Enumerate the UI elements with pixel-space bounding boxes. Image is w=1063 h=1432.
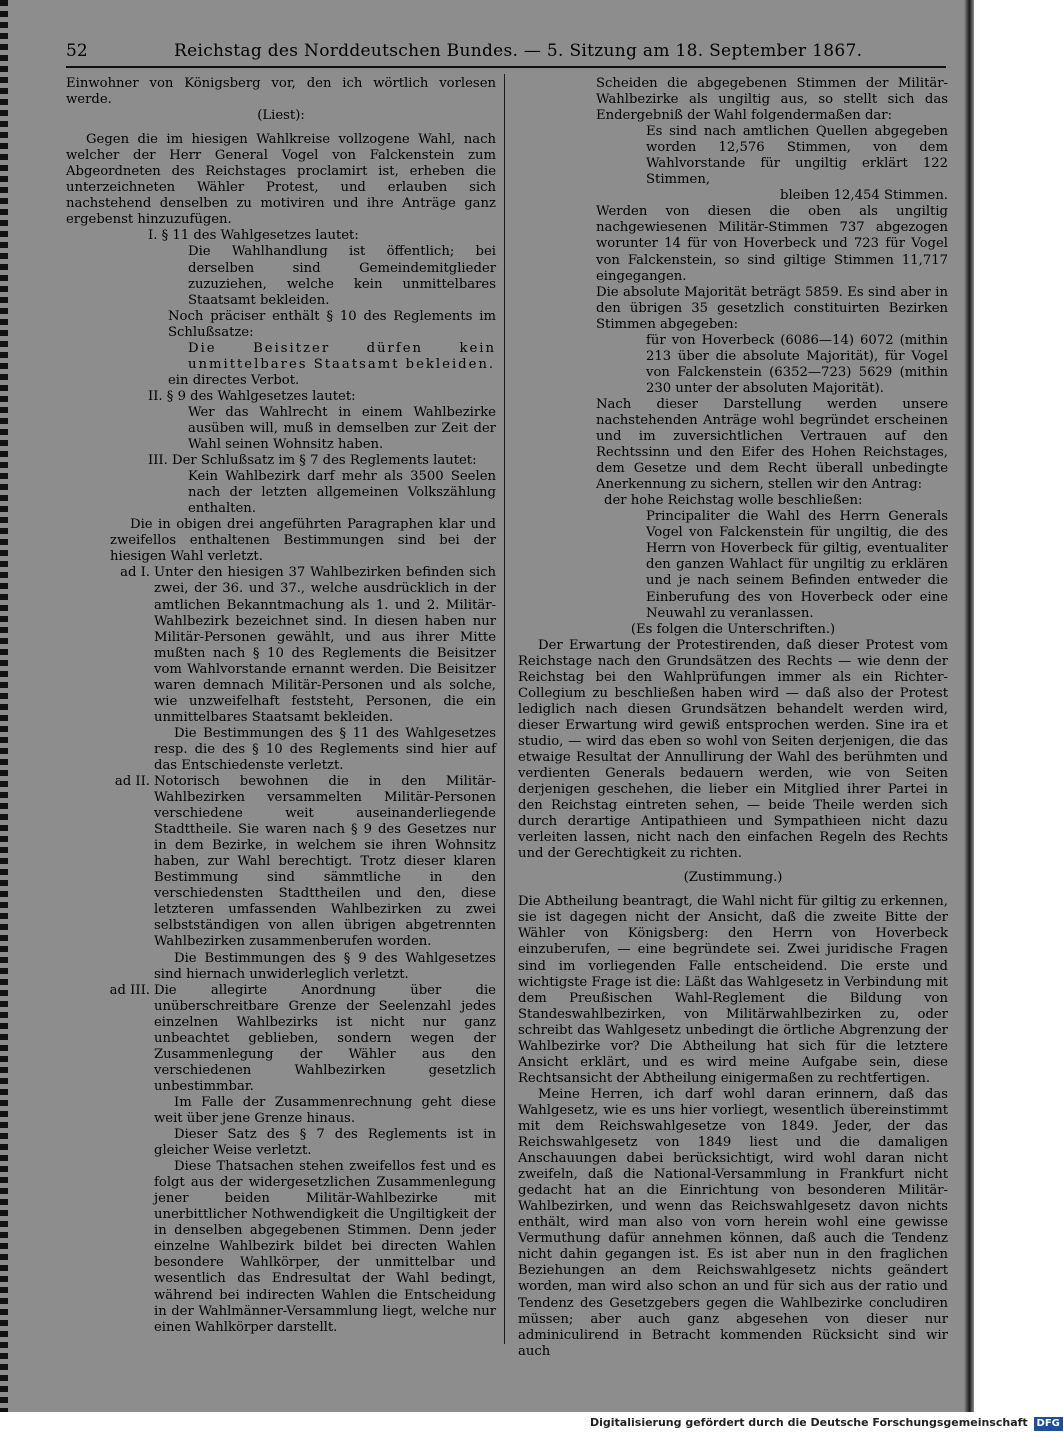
paragraph: Die absolute Majorität beträgt 5859. Es sind aber in den übrigen 35 gesetzlich constituirten Bezirken Stimmen abgegeben:	[596, 284, 948, 332]
ad-text: Die Bestimmungen des § 11 des Wahlgesetzes resp. die des § 10 des Reglements sind hier auf das Entschiedenste verletzt.	[154, 725, 496, 773]
paragraph: Nach dieser Darstellung werden unsere nachstehenden Anträge wohl begründet erscheinen und im zuversichtlichen Vertrauen auf den Rechtssinn und den Eifer des Hohen Reichstages, dem Gesetze und dem Recht überall unbedingte Anerkennung zu sichern, stellen wir den Antrag:	[596, 396, 948, 493]
paragraph: Die in obigen drei angeführten Paragraphen klar und zweifellos enthaltenen Bestimmungen sind bei der hiesigen Wahl verletzt.	[110, 517, 496, 565]
section-heading: III. Der Schlußsatz im § 7 des Reglements lautet:	[148, 453, 477, 469]
page-number: 52	[66, 41, 88, 61]
ad-text: Notorisch bewohnen die in den Militär-Wahlbezirken versammelten Militär-Personen verschiedene weit auseinanderliegende Stadttheile. Sie waren nach § 9 des Gesetzes nur in dem Bezirke, in welchem sie ihren Wohnsitz haben, zur Wahl berechtigt. Trotz dieser klaren Bestimmung sind sämmtliche in den verschiedensten Stadttheilen und den, diese letzteren umfassenden Wahlbezirken zu zwei selbstständigen von allen übrigen abgetrennten Wahlbezirken zusammenberufen worden.	[154, 774, 496, 950]
right-column	[518, 76, 948, 1360]
ad-label: ad III.	[109, 982, 150, 998]
reading-note: (Liest):	[257, 108, 305, 124]
paragraph: Meine Herren, ich darf wohl daran erinnern, daß das Wahlgesetz, wie es uns hier vorliegt, wesentlich übereinstimmt mit dem Reichswahlgesetze von 1849. Jeder, der das Reichswahlgesetz von 1849 liest und die damaligen Anschauungen dabei berücksichtigt, wird wohl daran nicht zweifeln, daß die National-Versammlung in Frankfurt nicht gedacht hat an die Einrichtung von besonderen Militär-Wahlbezirken, und wenn das Reichswahlgesetz davon nichts enthält, wird man also von vorn herein wohl eine gewisse Vermuthung dafür annehmen können, daß auch die Tendenz nicht dahin gegangen ist. Es ist aber nun in den fraglichen Beziehungen an dem Reichswahlgesetz nichts geändert worden, man wird also schon an und für sich aus der ratio und Tendenz des Gesetzgebers gegen die Wahlbezirke concludiren müssen; aber auch ganz abgesehen von dieser nur adminiculirend in Betracht kommenden Rücksicht sind wir auch	[518, 1086, 948, 1359]
paragraph: Die Abtheilung beantragt, die Wahl nicht für giltig zu erkennen, sie ist dagegen nicht der Ansicht, daß die zweite Bitte der Wähler von Königsberg: den Herrn von Hoverbeck einzuberufen, — eine begründete sei. Zwei juridische Fragen sind im vorliegenden Falle entscheidend. Die erste und wichtigste Frage ist die: Läßt das Wahlgesetz in Verbindung mit dem Preußischen Wahl-Reglement die Bildung von Standeswahlbezirken, von Militärwahlbezirken zu, oder schreibt das Wahlgesetz unbedingt die örtliche Abgrenzung der Wahlbezirke vor? Die Abtheilung hat sich für die letztere Ansicht erklärt, und es wird meine Aufgabe sein, diese Rechtsansicht der Abtheilung einigermaßen zu rechtfertigen.	[518, 894, 948, 1086]
ad-text: Die allegirte Anordnung über die unüberschreitbare Grenze der Seelenzahl jedes einzelnen Wahlbezirks ist nicht nur ganz unbeachtet geblieben, sondern wegen der Zusammenlegung der Wähler aus den verschiedenen Wahlbezirken gesetzlich unbestimmbar.	[154, 982, 496, 1094]
paragraph: Gegen die im hiesigen Wahlkreise vollzogene Wahl, nach welcher der Herr General Vogel von Falckenstein zum Abgeordneten des Reichstages proclamirt ist, erheben die unterzeichneten Wähler Protest, und erlauben sich nachstehend denselben zu motiviren und ihre Anträge ganz ergebenst hinzuzufügen.	[66, 132, 496, 228]
credit-text: Digitalisierung gefördert durch die Deutsche Forschungsgemeinschaft	[590, 1416, 1028, 1429]
paragraph: Einwohner von Königsberg vor, den ich wörtlich vorlesen werde.	[66, 76, 496, 108]
vote-total: bleiben 12,454 Stimmen.	[780, 188, 948, 204]
vote-tally: Es sind nach amtlichen Quellen abgegeben worden 12,576 Stimmen, von dem Wahlvorstande für ungiltig erklärt 122 Stimmen,	[646, 124, 948, 188]
section-heading: II. § 9 des Wahlgesetzes lautet:	[148, 388, 356, 404]
quoted-law: Kein Wahlbezirk darf mehr als 3500 Seelen nach der letzten allgemeinen Volkszählung enthalten.	[188, 469, 496, 517]
ad-text: Im Falle der Zusammenrechnung geht diese weit über jene Grenze hinaus.	[154, 1094, 496, 1126]
ad-item	[66, 983, 496, 1336]
ad-text: Die Bestimmungen des § 9 des Wahlgesetzes sind hiernach unwiderleglich verletzt.	[154, 950, 496, 982]
digitization-credit	[590, 1416, 1060, 1431]
section-heading: I. § 11 des Wahlgesetzes lautet:	[148, 228, 359, 244]
paragraph: ein directes Verbot.	[168, 372, 300, 388]
paragraph: Der Erwartung der Protestirenden, daß dieser Protest vom Reichstage nach den Grundsätzen des Rechts — wie denn der Reichstag bei den Wahlprüfungen immer als ein Richter-Collegium zu beschließen haben wird — daß also der Protest lediglich nach diesen Grundsätzen behandelt werden wird, dieser Erwartung wird gewiß entsprochen werden. Sine ira et studio, — wird das eben so wohl von Seiten derjenigen, die das etwaige Resultat der Annullirung der Wahl des berühmten und verdienten Generals bedauern werden, wie von Seiten derjenigen geschehen, die lieber ein Mitglied ihrer Partei in den Reichstag eintreten sehen, — beide Theile werden sich durch derartige Antipathieen und Sympathieen nicht dazu verleiten lassen, nicht nach den einfachen Regeln des Rechts und der Gerechtigkeit zu richten.	[518, 637, 948, 862]
signatures-note: (Es folgen die Unterschriften.)	[630, 621, 836, 637]
running-header	[66, 38, 863, 64]
vote-breakdown: für von Hoverbeck (6086—14) 6072 (mithin 213 über die absolute Majorität), für Vogel von Falckenstein (6352—723) 5629 (mithin 230 unter der absoluten Majorität).	[646, 332, 948, 396]
motion-text: Principaliter die Wahl des Herrn Generals Vogel von Falckenstein für ungiltig, die des Herrn von Hoverbeck für giltig, eventualiter den ganzen Wahlact für ungiltig zu erklären und je nach seinem Befinden entweder die Einberufung des von Hoverbeck oder eine Neuwahl zu veranlassen.	[646, 509, 948, 621]
applause-note: (Zustimmung.)	[683, 870, 783, 886]
ad-item	[66, 565, 496, 774]
ad-text: Unter den hiesigen 37 Wahlbezirken befinden sich zwei, der 36. und 37., welche ausdrücklich in der amtlichen Bekanntmachung als 1. und 2. Militär-Wahlbezirk bezeichnet sind. In diesen haben nur Militär-Personen gewählt, und aus ihrer Mitte mußten nach § 10 des Reglements die Beisitzer vom Wahlvorstande ernannt werden. Die Beisitzer waren demnach Militär-Personen und als solche, wie unzweifelhaft feststeht, Personen, die ein unmittelbares Staatsamt bekleiden.	[154, 565, 496, 725]
page-edge-left	[0, 0, 8, 1412]
quoted-law: Die Wahlhandlung ist öffentlich; bei derselben sind Gemeindemitglieder zuzuziehen, welche kein unmittelbares Staatsamt bekleiden.	[188, 244, 496, 308]
column-divider	[504, 74, 505, 1344]
quoted-law: Die Beisitzer dürfen kein unmittelbares Staatsamt bekleiden.	[188, 340, 496, 372]
header-rule	[66, 66, 946, 68]
paragraph: Noch präciser enthält § 10 des Reglements im Schlußsatze:	[168, 308, 496, 340]
paragraph: Werden von diesen die oben als ungiltig nachgewiesenen Militär-Stimmen 737 abgezogen worunter 14 für von Hoverbeck und 723 für Vogel von Falckenstein, so sind giltige Stimmen 11,717 eingegangen.	[596, 204, 948, 284]
ad-label: ad II.	[114, 774, 150, 790]
ad-label: ad I.	[120, 565, 150, 581]
running-title: Reichstag des Norddeutschen Bundes. — 5. Sitzung am 18. September 1867.	[174, 41, 863, 61]
ad-item	[66, 774, 496, 983]
dfg-logo: DFG	[1034, 1417, 1063, 1431]
ad-text: Dieser Satz des § 7 des Reglements ist in gleicher Weise verletzt.	[154, 1127, 496, 1159]
left-column	[66, 76, 496, 1336]
paragraph: Scheiden die abgegebenen Stimmen der Militär-Wahlbezirke als ungiltig aus, so stellt sich das Endergebniß der Wahl folgendermaßen dar:	[596, 76, 948, 124]
motion-intro: der hohe Reichstag wolle beschließen:	[604, 493, 863, 509]
ad-text: Diese Thatsachen stehen zweifellos fest und es folgt aus der widergesetzlichen Zusammenlegung jener beiden Militär-Wahlbezirke mit unerbittlicher Nothwendigkeit die Ungiltigkeit der in denselben abgegebenen Stimmen. Denn jeder einzelne Wahlbezirk bildet bei directen Wahlen besondere Wahlkörper, der unmittelbar und wesentlich das Endresultat der Wahl bedingt, während bei indirecten Wahlen die Entscheidung in der Wahlmänner-Versammlung liegt, welche nur einen Wahlkörper darstellt.	[154, 1159, 496, 1335]
quoted-law: Wer das Wahlrecht in einem Wahlbezirke ausüben will, muß in demselben zur Zeit der Wahl seinen Wohnsitz haben.	[188, 404, 496, 453]
page-edge-right	[964, 0, 974, 1412]
